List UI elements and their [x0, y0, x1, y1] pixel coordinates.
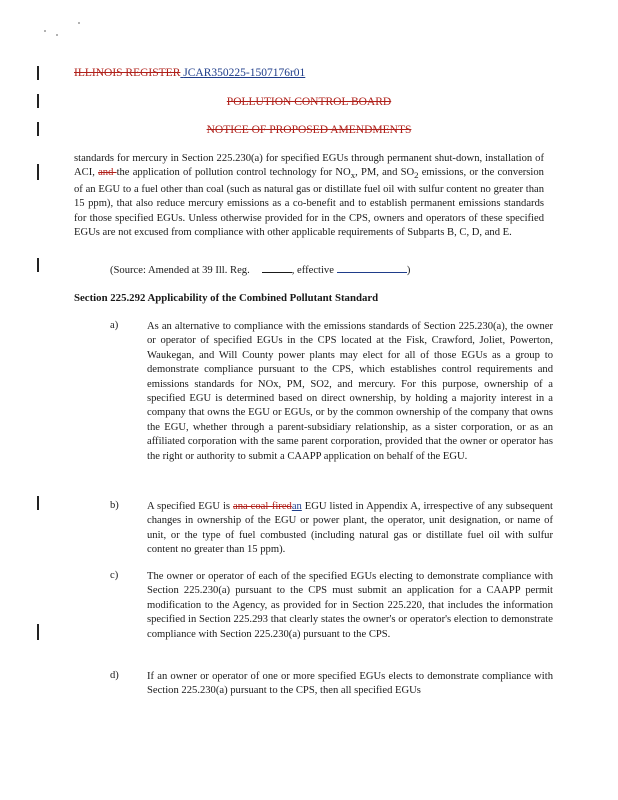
notice-title — [0, 124, 618, 136]
intro-paragraph: standards for mercury in Section 225.230(a) for specified EGUs through permanent shut-down, installation of ACI, and the application of pollution control technology for $NO_x$, PM, and $SO_2$ emissions, or the conversion of an EGU to a fuel other than coal (such as natural gas or distillate fuel oil with sulfur content no greater than 15 ppm), that also reduce mercury emissions as a co-benefit and to establish permanent emissions standards for those specified EGUs. Unless otherwise provided for in the CPS, owners and operators of these specified EGUs are not excused from compliance with other applicable requirements of Subparts B, C, D, and E. — [74, 153, 544, 239]
deleted-and: and — [98, 167, 117, 179]
item-text: If an owner or operator of one or more specified EGUs elects to demonstrate compliance with Section 225.230(a) pursuant to the CPS, then all specified EGUs — [147, 671, 553, 697]
change-bar — [37, 258, 39, 272]
change-bar — [37, 164, 39, 180]
notice-title-text: NOTICE OF PROPOSED AMENDMENTS — [206, 124, 412, 136]
source-line: (Source: Amended at 39 Ill. Reg. , effective ) — [110, 262, 410, 276]
item-label: d) — [110, 670, 119, 681]
item-label: c) — [110, 570, 119, 581]
item-text: The owner or operator of each of the specified EGUs electing to demonstrate compliance with Section 225.230(a) pursuant to the CPS must submit an application for a CAAPP permit modification to the Agency, as provided for in Section 225.220, that includes the information specified in Section 225.293 that clearly states the owner's or operator's election to demonstrate compliance with Section 225.230(a) pursuant to the CPS. — [147, 571, 553, 640]
scan-speck — [56, 34, 58, 36]
scan-speck — [78, 22, 80, 24]
inserted-jcar-code: JCAR350225-1507176r01 — [183, 67, 306, 79]
deleted-register-title: ILLINOIS REGISTER — [74, 67, 181, 79]
change-bar — [37, 496, 39, 510]
item-label: b) — [110, 500, 119, 511]
section-heading: Section 225.292 Applicability of the Combined Pollutant Standard — [74, 292, 379, 304]
change-bar — [37, 66, 39, 80]
change-bar — [37, 624, 39, 640]
inserted-an: an — [291, 501, 302, 512]
effective-date-blank — [337, 262, 407, 273]
item-text: A specified EGU is ana coal-firedan EGU listed in Appendix A, irrespective of any subsequent changes in ownership of the EGU or power plant, the operator, unit designation, or name of unit, or the type of fuel combusted (including natural gas or distillate fuel oil with sulfur content no greater than 15 ppm). — [147, 501, 553, 556]
register-header — [74, 67, 305, 79]
item-text: As an alternative to compliance with the emissions standards of Section 225.230(a), the owner or operator of specified EGUs in the CPS located at the Fisk, Crawford, Joliet, Powerton, Waukegan, and Will County power plants may elect for all of those EGUs as a group to demonstrate compliance pursuant to the CPS, which establishes control requirements and emissions standards for NOx, PM, SO2, and mercury. For this purpose, ownership of a specified EGU is determined based on direct ownership, by holding a majority interest in a company that owns the EGU or EGUs, or by the common ownership of the company that owns the EGU, whether through a parent-subsidiary relationship, as a sister corporation, or as an affiliated corporation with the same parent corporation, provided that the owner or operator has the right or authority to submit a CAAPP application on behalf of the EGU. — [147, 321, 553, 462]
deleted-coal-fired: ana coal-fired — [233, 501, 292, 512]
board-title-text: POLLUTION CONTROL BOARD — [226, 96, 392, 108]
register-blank — [262, 262, 292, 273]
item-label: a) — [110, 320, 119, 331]
scan-speck — [44, 30, 46, 32]
board-title — [0, 96, 618, 108]
